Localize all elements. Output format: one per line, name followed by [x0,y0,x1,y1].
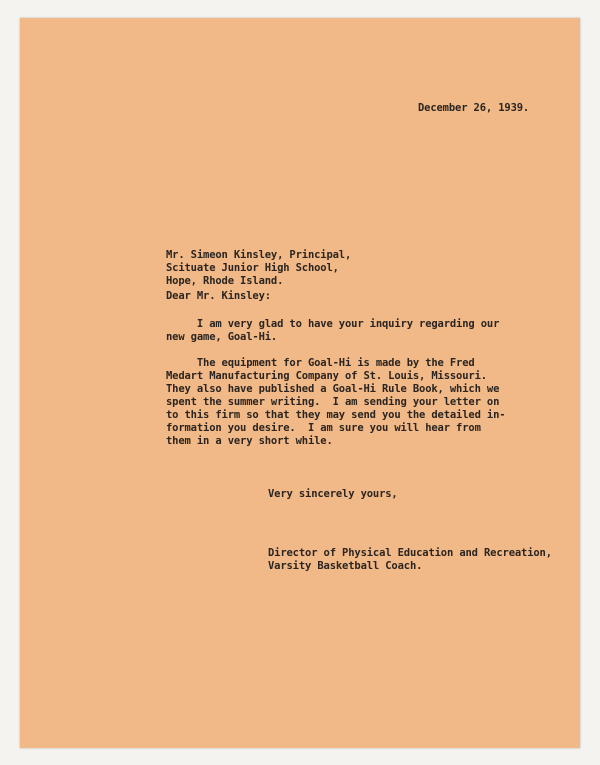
paragraph-line: formation you desire. I am sure you will hear from [166,422,481,434]
paragraph-line: Medart Manufacturing Company of St. Louis, Missouri. [166,370,487,382]
paragraph-line: The equipment for Goal-Hi is made by the Fred [166,357,475,369]
signature-line: Director of Physical Education and Recreation, [268,547,552,559]
paragraph-line: I am very glad to have your inquiry regarding our [166,318,500,330]
paragraph-2 [166,357,505,448]
paragraph-line: to this firm so that they may send you the detailed in- [166,409,506,421]
signature-line: Varsity Basketball Coach. [268,560,423,572]
letter-date: December 26, 1939. [418,102,530,114]
recipient-address [166,249,351,288]
closing: Very sincerely yours, [268,488,398,500]
signature-block [268,547,552,573]
address-line: Scituate Junior High School, [166,262,339,274]
paragraph-line: They also have published a Goal-Hi Rule Book, which we [166,383,500,395]
paragraph-line: spent the summer writing. I am sending your letter on [166,396,500,408]
paragraph-line: them in a very short while. [166,435,333,447]
paragraph-1 [166,318,499,344]
address-line: Hope, Rhode Island. [166,275,284,287]
address-line: Mr. Simeon Kinsley, Principal, [166,249,352,261]
salutation: Dear Mr. Kinsley: [166,290,271,302]
letter-page [20,18,580,748]
paragraph-line: new game, Goal-Hi. [166,331,278,343]
